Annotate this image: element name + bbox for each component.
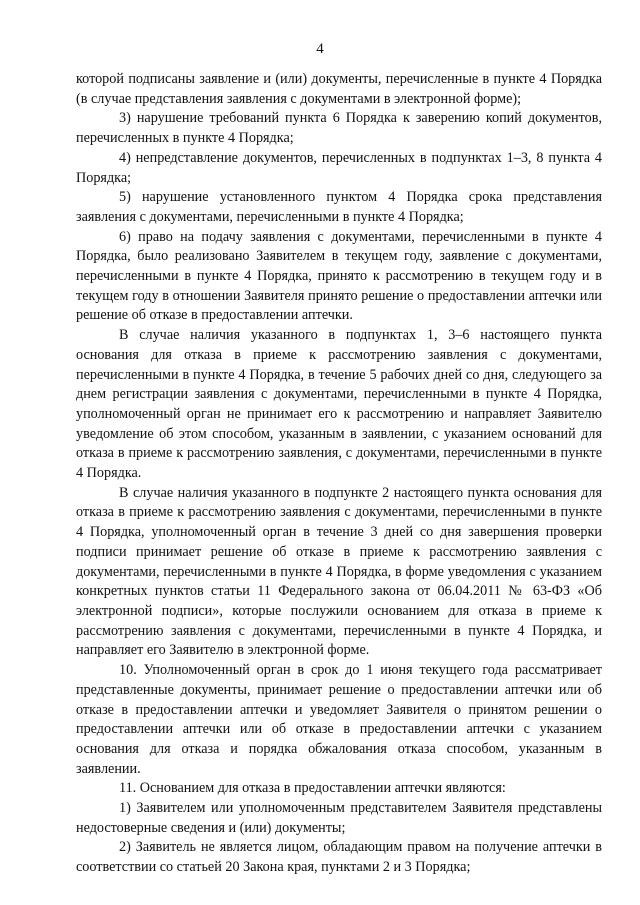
- paragraph-refusal-2: В случае наличия указанного в подпункте 2 настоящего пункта основания для отказа в приеме к рассмотрению заявления с документами, перечисленными в пункте 4 Порядка, уполномоченный орган в течение 3 дней со дня завершения проверки подписи принимает решение об отказе в приеме к рассмотрению заявления с документами, перечисленными в пункте 4 Порядка, в форме уведомления с указанием конкретных пунктов статьи 11 Федерального закона от 06.04.2011 № 63-ФЗ «Об электронной подписи», которые послужили основанием для отказа в приеме к рассмотрению заявления с документами, перечисленными в пункте 4 Порядка, и направляет его Заявителю в электронной форме.: [76, 484, 602, 659]
- paragraph-clause-11-item-1: 1) Заявителем или уполномоченным представителем Заявителя представлены недостоверные сведения и (или) документы;: [76, 800, 602, 836]
- paragraph-clause-11: 11. Основанием для отказа в предоставлении аптечки являются:: [119, 780, 506, 797]
- document-body: [76, 70, 602, 878]
- paragraph-item-3: 3) нарушение требований пункта 6 Порядка к заверению копий документов, перечисленных в пункте 4 Порядка;: [76, 110, 602, 147]
- page-number: 4: [316, 41, 324, 57]
- paragraph-item-5: 5) нарушение установленного пунктом 4 Порядка срока представления заявления с документами, перечисленными в пункте 4 Порядка;: [76, 189, 602, 225]
- paragraph-continuation: которой подписаны заявление и (или) документы, перечисленные в пункте 4 Порядка (в случае представления заявления с документами в электронной форме);: [76, 71, 602, 107]
- paragraph-refusal-1-3-6: В случае наличия указанного в подпунктах 1, 3–6 настоящего пункта основания для отказа в приеме к рассмотрению заявления с документами, перечисленными в пункте 4 Порядка, в течение 5 рабочих дней со дня, следующего за днем регистрации заявления с документами, перечисленными в пункте 4 Порядка, уполномоченный орган не принимает его к рассмотрению и направляет Заявителю уведомление об этом способом, указанным в заявлении, с указанием оснований для отказа в приеме к рассмотрению заявления, с документами, перечисленными в пункте 4 Порядка.: [76, 327, 602, 482]
- paragraph-item-6: 6) право на подачу заявления с документами, перечисленными в пункте 4 Порядка, было реализовано Заявителем в текущем году, заявление с документами, перечисленными в пункте 4 Порядка, принято к рассмотрению в текущем году и в текущем году в отношении Заявителя принято решение о предоставлении аптечки или решение об отказе в предоставлении аптечки.: [76, 228, 602, 324]
- paragraph-item-4: 4) непредставление документов, перечисленных в подпунктах 1–3, 8 пункта 4 Порядка;: [76, 149, 602, 186]
- paragraph-clause-11-item-2: 2) Заявитель не является лицом, обладающим правом на получение аптечки в соответствии со статьей 20 Закона края, пунктами 2 и 3 Порядка;: [76, 839, 602, 876]
- paragraph-clause-10: 10. Уполномоченный орган в срок до 1 июня текущего года рассматривает представленные документы, принимает решение о предоставлении аптечки или об отказе в предоставлении аптечки и уведомляет Заявителя о принятом решении о предоставлении аптечки или об отказе в предоставлении аптечки с указанием основания для отказа и порядка обжалования отказа способом, указанным в заявлении.: [76, 662, 602, 777]
